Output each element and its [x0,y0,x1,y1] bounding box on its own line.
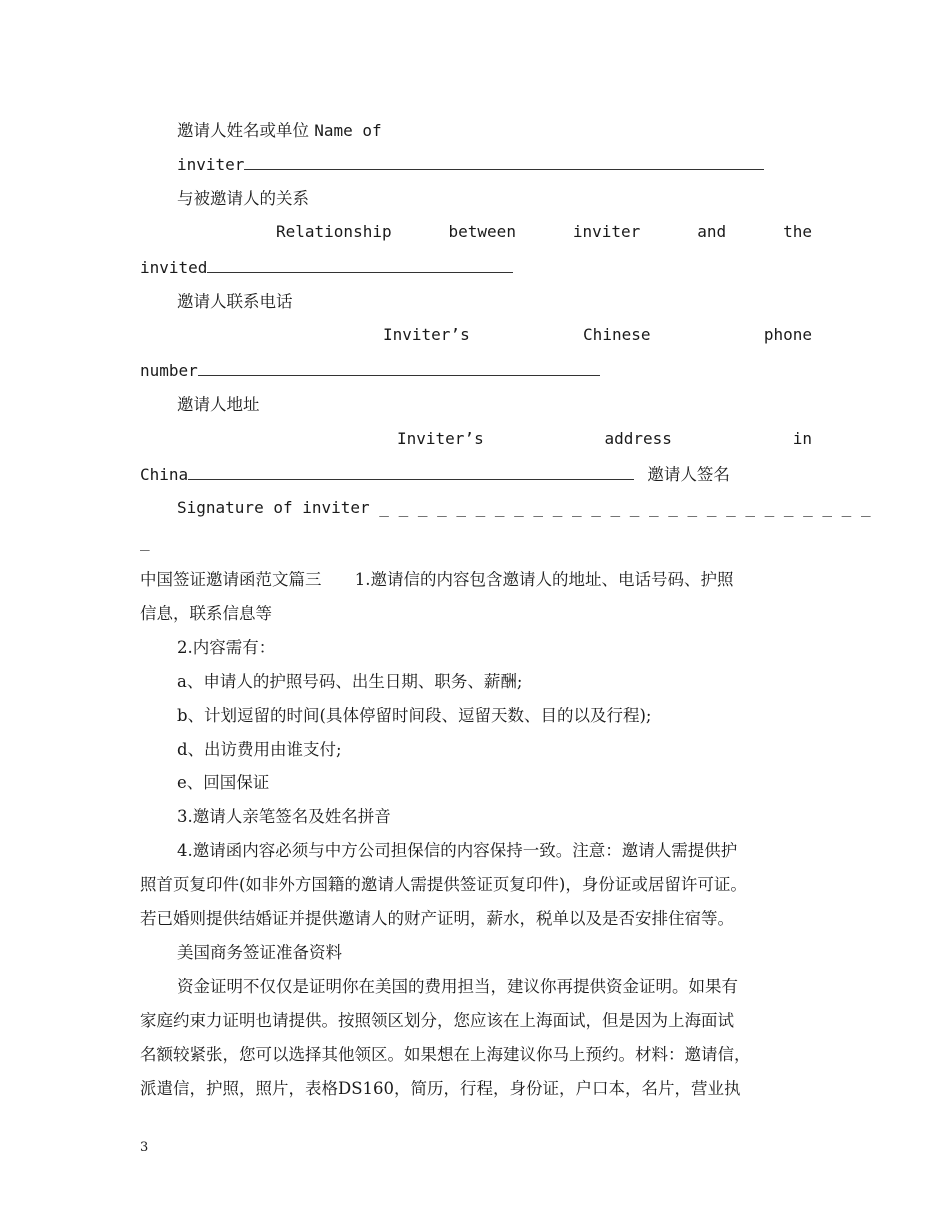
item2-d-text: d、出访费用由谁支付; [177,740,342,759]
relationship-cn-line: 与被邀请人的关系 [177,189,309,208]
phone-word-2: Chinese [583,325,651,344]
item1-text-b: 信息，联系信息等 [140,604,272,623]
inviter-name-cn: 邀请人姓名或单位 [177,121,309,140]
relationship-field-line [140,254,812,282]
address-blank [188,461,634,480]
item2-text: 2.内容需有： [177,638,276,657]
signature-en: Signature of inviter [177,498,370,517]
phone-en-line [140,321,812,349]
us-visa-para-3: 名额较紧张，您可以选择其他领区。如果想在上海建议你马上预约。材料：邀请信， [140,1045,751,1064]
inviter-name-field-line [177,151,812,179]
relationship-word-4: and [697,222,727,241]
address-word-2: address [604,429,672,448]
address-cn-line: 邀请人地址 [177,395,260,414]
china-word: China [140,465,189,484]
relationship-word-2: between [448,222,516,241]
item2-b-text: b、计划逗留的时间(具体停留时间段、逗留天数、目的以及行程); [177,706,652,725]
us-visa-para-2: 家庭约束力证明也请提供。按照领区划分，您应该在上海面试，但是因为上海面试 [140,1011,734,1030]
item1-text-a: 1.邀请信的内容包含邀请人的地址、电话号码、护照 [354,570,734,589]
inviter-name-label-line [177,117,812,145]
inviter-name-blank [244,151,764,170]
number-word: number [140,361,198,380]
signature-cn: 邀请人签名 [647,465,730,484]
signature-en-line [177,494,871,522]
phone-cn-line: 邀请人联系电话 [177,292,293,311]
us-visa-para-1: 资金证明不仅仅是证明你在美国的费用担当，建议你再提供资金证明。如果有 [177,977,738,996]
us-visa-title: 美国商务签证准备资料 [177,943,342,962]
item2-a-text: a、申请人的护照号码、出生日期、职务、薪酬; [177,672,523,691]
phone-word-1: Inviter’s [383,325,470,344]
phone-blank [198,357,600,376]
signature-dashes: _ _ _ _ _ _ _ _ _ _ _ _ _ _ _ _ _ _ _ _ _ _ _ _ _ _ [379,498,871,517]
address-field-line [140,461,812,489]
signature-dash-tail: _ [140,532,150,551]
page-number: 3 [140,1140,149,1155]
phone-field-line [140,357,812,385]
item4-text-b: 照首页复印件(如非外方国籍的邀请人需提供签证页复印件)，身份证或居留许可证。 [140,875,747,894]
address-en-line [140,425,812,453]
relationship-blank [207,254,513,273]
relationship-en-line [140,218,812,246]
item3-text: 3.邀请人亲笔签名及姓名拼音 [177,807,391,826]
item2-e-text: e、回国保证 [177,773,270,792]
inviter-name-en: Name of [314,121,382,140]
us-visa-para-4: 派遣信，护照，照片，表格DS160，简历，行程，身份证，户口本，名片，营业执 [140,1079,741,1098]
phone-word-3: phone [763,325,812,344]
item4-text-a: 4.邀请函内容必须与中方公司担保信的内容保持一致。注意：邀请人需提供护 [177,841,738,860]
section3-title: 中国签证邀请函范文篇三 [140,570,322,589]
relationship-word-3: inviter [572,222,641,241]
inviter-word: inviter [177,155,245,174]
section3-line [140,566,812,594]
address-word-3: in [792,429,812,448]
item4-text-c: 若已婚则提供结婚证并提供邀请人的财产证明，薪水，税单以及是否安排住宿等。 [140,909,734,928]
invited-word: invited [140,258,208,277]
relationship-word-1: Relationship [276,222,392,241]
address-word-1: Inviter’s [397,429,484,448]
relationship-word-5: the [783,222,812,241]
